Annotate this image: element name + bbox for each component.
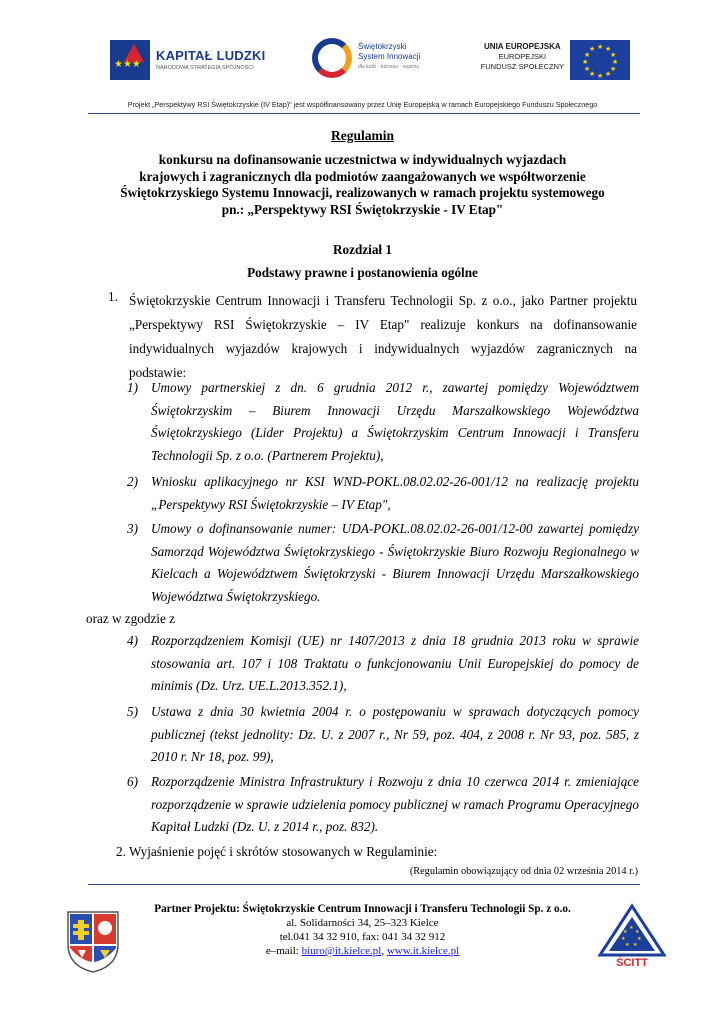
header-logos	[0, 34, 725, 94]
footer-website-link[interactable]: www.it.kielce.pl	[386, 945, 460, 957]
ssi-line2: System Innowacji	[358, 52, 421, 61]
list-item-number: 3)	[127, 521, 138, 536]
list-item-number: 2)	[127, 474, 138, 489]
kapital-ludzki-logo: ★★★ KAPITAŁ LUDZKI NARODOWA STRATEGIA SPÓJNOŚCI	[110, 40, 260, 80]
eu-line2: EUROPEJSKI	[498, 52, 547, 61]
list-item-text: Umowy partnerskiej z dn. 6 grudnia 2012 r., zawartej pomiędzy Województwem Świętokrzyskim – Biurem Innowacji Urzędu Marszałkowskiego Województwa Świętokrzyskiego (Lider Projektu) a Świętokrzyskim Centrum Innowacji i Transferu Technologii Sp. z o.o. (Partnerem Projektu),	[151, 380, 639, 464]
list-item-text: Wniosku aplikacyjnego nr KSI WND-POKL.08.02.02-26-001/12 na realizację projektu „Perspektywy RSI Świętokrzyskie – IV Etap",	[151, 474, 639, 512]
list-item-number: 1)	[127, 380, 138, 395]
section-1-text: Świętokrzyskie Centrum Innowacji i Transferu Technologii Sp. z o.o., jako Partner projektu „Perspektywy RSI Świętokrzyskie – IV Etap" realizuje konkurs na dofinansowanie indywidualnych wyjazdów krajowych i indywidualnych wyjazdów zagranicznych na podstawie:	[129, 293, 637, 380]
subtitle-line: Świętokrzyskiego Systemu Innowacji, realizowanych w ramach projektu systemowego	[120, 185, 605, 200]
subtitle-line: pn.: „Perspektywy RSI Świętokrzyskie - IV Etap"	[221, 201, 504, 217]
eu-line3: FUNDUSZ SPOŁECZNY	[480, 62, 564, 71]
section-1-number: 1.	[108, 289, 118, 304]
subtitle-line: krajowych i zagranicznych dla podmiotów zaangażowanych we współtworzenie	[139, 168, 586, 184]
scitt-logo-icon	[597, 903, 667, 969]
eu-flag-icon: ★ ★ ★ ★ ★ ★ ★ ★ ★ ★ ★ ★	[570, 40, 630, 80]
ssi-tagline: dla ludzi · biznesu · regionu	[358, 64, 420, 70]
kapital-ludzki-tagline: NARODOWA STRATEGIA SPÓJNOŚCI	[156, 65, 254, 71]
svg-text:★: ★	[633, 942, 638, 948]
svg-text:★: ★	[623, 929, 628, 935]
chapter-heading: Rozdział 1	[333, 242, 392, 257]
footer-email-link[interactable]: biuro@it.kielce.pl	[301, 945, 382, 957]
oraz-line: oraz w zgodzie z	[86, 611, 175, 626]
ssi-ring-icon	[312, 38, 352, 78]
list-item-text: Umowy o dofinansowanie numer: UDA-POKL.08.02.02-26-001/12-00 zawartej pomiędzy Samorząd Województwa Świętokrzyskiego - Świętokrzyskie Biuro Rozwoju Regionalnego w Kielcach a Województwem Świętokrzyski - Biurem Innowacji Urzędu Marszałkowskiego Województwa Świętokrzyskiego.	[151, 521, 639, 605]
document-title: Regulamin	[330, 128, 394, 143]
svg-text:★: ★	[621, 936, 626, 942]
list-item-number: 5)	[127, 704, 138, 719]
document-subtitle	[100, 152, 625, 218]
ssi-line1: Świętokrzyski	[358, 42, 407, 51]
svg-text:★: ★	[635, 929, 640, 935]
svg-text:★: ★	[637, 936, 642, 942]
footer-partner: Partner Projektu: Świętokrzyskie Centrum Innowacji i Transferu Technologii Sp. z o.o.	[154, 903, 571, 915]
eu-logo	[480, 40, 634, 84]
list-item-text: Rozporządzenie Ministra Infrastruktury i Rozwoju z dnia 10 czerwca 2014 r. zmieniające rozporządzenie w sprawie udzielenia pomocy publicznej w ramach Programu Operacyjnego Kapitał Ludzki (Dz. U. z 2014 r., poz. 832).	[151, 774, 639, 835]
subtitle-line: konkursu na dofinansowanie uczestnictwa w indywidualnych wyjazdach	[158, 152, 567, 167]
svg-text:★: ★	[625, 942, 630, 948]
list-item-number: 4)	[127, 633, 138, 648]
footer-separator: ,	[381, 945, 387, 957]
project-cofinancing-note: Projekt „Perspektywy RSI Świętokrzyskie (IV Etap)" jest współfinansowany przez Unię Europejską w ramach Europejskiego Funduszu Społecznego	[127, 100, 598, 109]
ssi-logo	[312, 34, 432, 84]
scitt-logo-text: ŚCITT	[616, 957, 648, 969]
list-item-text: Rozporządzeniem Komisji (UE) nr 1407/2013 z dnia 18 grudnia 2013 roku w sprawie stosowania art. 107 i 108 Traktatu o funkcjonowaniu Unii Europejskiej do pomocy de minimis (Dz. Urz. UE.L.2013.352.1),	[151, 633, 639, 694]
list-item-text: Ustawa z dnia 30 kwietnia 2004 r. o postępowaniu w sprawach dotyczących pomocy publicznej (tekst jednolity: Dz. U. z 2007 r., Nr 59, poz. 404, z 2008 r. Nr 93, poz. 585, z 2010 r. Nr 18, poz. 99),	[151, 704, 639, 765]
svg-text:★: ★	[629, 925, 634, 931]
chapter-subheading: Podstawy prawne i postanowienia ogólne	[247, 265, 478, 280]
list-item-number: 6)	[127, 774, 138, 789]
footer-email-prefix: e–mail:	[265, 945, 302, 957]
footer-phone: tel.041 34 32 910, fax: 041 34 32 912	[279, 931, 446, 943]
kapital-ludzki-name: KAPITAŁ LUDZKI	[156, 48, 266, 63]
header-divider	[88, 113, 640, 114]
eu-line1: UNIA EUROPEJSKA	[484, 42, 561, 51]
effective-date-note: (Regulamin obowiązujący od dnia 02 września 2014 r.)	[409, 866, 638, 877]
section-2-text: 2. Wyjaśnienie pojęć i skrótów stosowanych w Regulaminie:	[116, 844, 438, 859]
footer-divider	[88, 884, 640, 885]
footer-address: al. Solidarności 34, 25–323 Kielce	[286, 917, 439, 929]
